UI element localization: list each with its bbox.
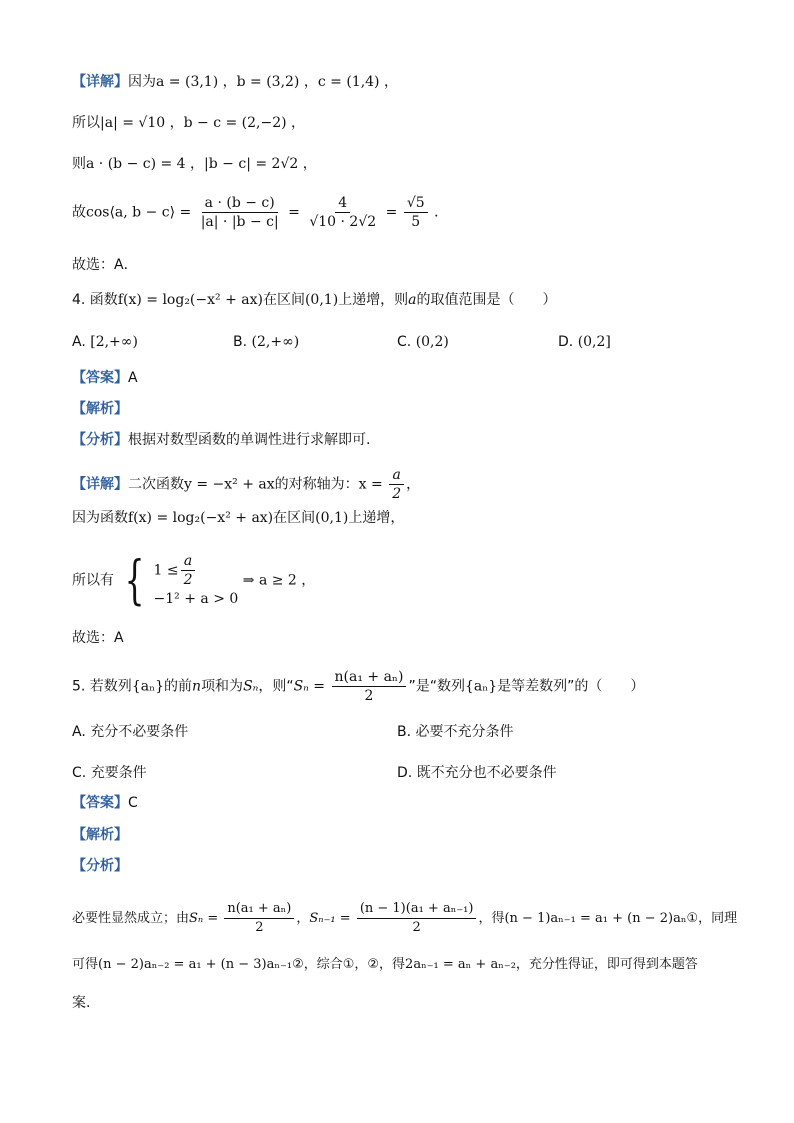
q5-analysis-tag: 【解析】 [72, 827, 128, 843]
q5-option-d: D. 既不充分也不必要条件 [397, 765, 557, 781]
q4-stem: 4. 函数f(x) = log₂(−x² + ax)在区间(0,1)上递增，则a的取值范围是（ ） [72, 292, 557, 308]
q4-option-d: D. (0,2] [558, 334, 611, 350]
q3-choice: 故选：A． [72, 257, 138, 273]
q4-detail-line-1: 【详解】二次函数y = −x² + ax的对称轴为：x = $\frac{a}{2}$ ， [72, 467, 421, 502]
q3-detail-line-4: 故cos⟨a, b − c⟩ = $\frac{a \cdot (b - c)}{|a| \cdot |b - c|}$ = $\frac{4}{√10 \cdot 2√2}$ = $\frac{√5}{5}$ ． [72, 195, 449, 230]
q3-dot: a · (b − c) = 4 ，|b − c| = 2√2 ， [86, 156, 317, 172]
q4-choice: 故选：A [72, 630, 124, 646]
q5-frac-1: $\frac{\text{n(a₁ + aₙ)}}{2}$ [224, 900, 294, 937]
q4-option-a: A. [2,+∞) [72, 334, 138, 350]
q4-detail-line-2: 因为函数f(x) = log₂(−x² + ax)在区间(0,1)上递增， [72, 510, 405, 526]
q5-detail-line-2: 可得(n − 2)aₙ₋₂ = a₁ + (n − 3)aₙ₋₁②，综合①，②，得2aₙ₋₁ = aₙ + aₙ₋₂，充分性得证，即可得到本题答 [72, 957, 698, 972]
q4-analysis-tag: 【解析】 [72, 401, 128, 417]
q5-frac-2: $\frac{\text{(n − 1)(a₁ + aₙ₋₁)}}{2}$ [357, 900, 477, 937]
q5-stem: 5. 若数列{aₙ}的前n项和为Sₙ，则“Sₙ = $\frac{\text{n(a₁ + aₙ)}}{2}$ ”是“数列{aₙ}是等差数列”的（ ） [72, 669, 645, 704]
q5-fenxi-tag: 【分析】 [72, 858, 128, 874]
q3-detail-line-1: 【详解】因为a = (3,1) ，b = (3,2) ，c = (1,4) ， [72, 74, 398, 90]
q5-option-b: B. 必要不充分条件 [397, 724, 514, 740]
q4-detail-line-3: 所以有 { 1 ≤ $\frac{a}{2}$ −1² + a > 0 ⇒ a ≥ 2 ， [72, 550, 316, 611]
q3-detail-line-3: 则a · (b − c) = 4 ，|b − c| = 2√2 ， [72, 156, 317, 172]
q4-answer: 【答案】A [72, 370, 138, 386]
q5-option-a: A. 充分不必要条件 [72, 724, 189, 740]
q3-vectors: a = (3,1) ，b = (3,2) ，c = (1,4) ， [156, 74, 398, 90]
q3-detail-line-2: 所以|a| = √10 ，b − c = (2,−2) ， [72, 115, 306, 131]
q5-answer: 【答案】C [72, 795, 138, 811]
q4-option-c: C. (0,2) [397, 334, 449, 350]
q4-axis-frac: $\frac{a}{2}$ [389, 466, 404, 503]
detail-tag: 【详解】 [72, 74, 128, 90]
q5-stem-frac: $\frac{\text{n(a₁ + aₙ)}}{2}$ [332, 668, 407, 705]
q5-detail-line-1: 必要性显然成立；由Sₙ = $\frac{\text{n(a₁ + aₙ)}}{2}$ ，Sₙ₋₁ = $\frac{\text{(n − 1)(a₁ + aₙ₋₁)}}{2}$ ，得(n − 1)aₙ₋₁ = a₁ + (n − 2)aₙ①，同理 [72, 901, 738, 935]
q3-frac-2: $\frac{4}{√10 \cdot 2√2}$ [309, 195, 377, 230]
q5-option-c: C. 充要条件 [72, 765, 147, 781]
q3-norm: |a| = √10 ，b − c = (2,−2) ， [100, 115, 306, 131]
q4-fenxi: 【分析】根据对数型函数的单调性进行求解即可. [72, 432, 371, 448]
q4-inequality-system: { 1 ≤ $\frac{a}{2}$ −1² + a > 0 [125, 550, 239, 611]
q3-frac-1: $\frac{a \cdot (b - c)}{|a| \cdot |b - c|}$ [200, 195, 279, 230]
q5-detail-line-3: 案. [72, 995, 91, 1011]
q4-option-b: B. (2,+∞) [233, 334, 300, 350]
q3-frac-3: $\frac{√5}{5}$ [404, 194, 428, 231]
